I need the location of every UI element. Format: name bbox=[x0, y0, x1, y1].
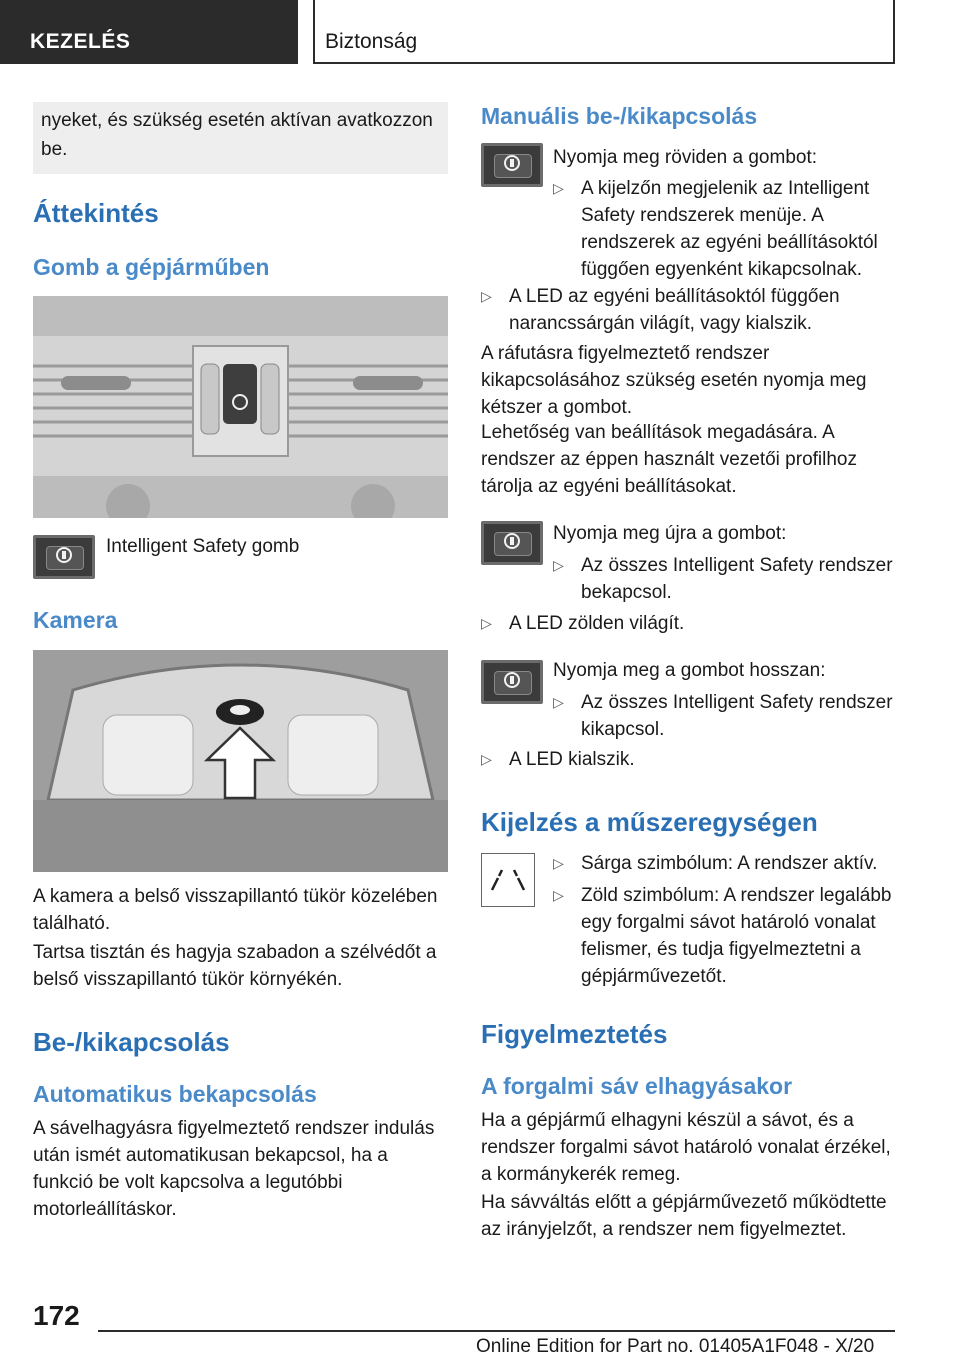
list-item: ▷ Zöld szimbólum: A rendszer legalább egy forgalmi sávot határoló vonalat felismer, és tudja figyelmeztetni a gépjárművezetőt. bbox=[553, 882, 895, 990]
triangle-bullet-icon: ▷ bbox=[553, 887, 564, 903]
triangle-bullet-icon: ▷ bbox=[553, 557, 564, 573]
leave-lane-paragraph-1: Ha a gépjármű elhagyni készül a sávot, és a rendszer forgalmi sávot határoló vonalat érzékel, a kormánykerék remeg. bbox=[481, 1110, 891, 1185]
heading-button-in-vehicle: Gomb a gépjárműben bbox=[33, 254, 270, 280]
heading-overview: Áttekintés bbox=[33, 198, 159, 228]
triangle-bullet-icon: ▷ bbox=[481, 615, 492, 631]
intelligent-safety-button-icon bbox=[33, 535, 95, 579]
heading-automatic-on: Automatikus bekapcsolás bbox=[33, 1081, 317, 1107]
list-item: ▷ Sárga szimbólum: A rendszer aktív. bbox=[553, 850, 895, 877]
triangle-bullet-icon: ▷ bbox=[481, 288, 492, 304]
note-box: nyeket, és szükség esetén aktívan avatkozzon be. bbox=[33, 102, 448, 174]
settings-paragraph: Lehetőség van beállítások megadására. A rendszer az éppen használt vezetői profilhoz tárolja az egyéni beállításokat. bbox=[481, 422, 858, 497]
lane-departure-symbol-icon bbox=[481, 853, 535, 907]
heading-leaving-lane: A forgalmi sáv elhagyásakor bbox=[481, 1073, 793, 1099]
dashboard-button-photo bbox=[33, 296, 448, 518]
camera-photo bbox=[33, 650, 448, 872]
press-again-text: Nyomja meg újra a gombot: bbox=[553, 523, 787, 544]
press-short-text: Nyomja meg röviden a gombot: bbox=[553, 147, 818, 168]
triangle-bullet-icon: ▷ bbox=[553, 180, 564, 196]
list-item: ▷ A LED zölden világít. bbox=[481, 610, 895, 637]
triangle-bullet-icon: ▷ bbox=[553, 694, 564, 710]
heading-on-off: Be-/kikapcsolás bbox=[33, 1027, 230, 1057]
intelligent-safety-button-icon-2 bbox=[481, 521, 543, 565]
leave-lane-paragraph-2: Ha sávváltás előtt a gépjárművezető működtette az irányjelzőt, a rendszer nem figyelmeztet. bbox=[481, 1192, 887, 1240]
heading-warning: Figyelmeztetés bbox=[481, 1019, 668, 1049]
heading-manual-on-off: Manuális be-/kikapcsolás bbox=[481, 103, 758, 129]
list-item: ▷ Az összes Intelligent Safety rendszer bekapcsol. bbox=[553, 552, 895, 606]
press-long-text: Nyomja meg a gombot hosszan: bbox=[553, 660, 826, 681]
footer-divider bbox=[98, 1330, 895, 1332]
chapter-tab[interactable]: KEZELÉS bbox=[0, 0, 298, 64]
list-item: ▷ Az összes Intelligent Safety rendszer kikapcsol. bbox=[553, 689, 895, 743]
camera-paragraph-2: Tartsa tisztán és hagyja szabadon a szélvédőt a belső visszapillantó tükör környékén. bbox=[33, 942, 437, 990]
page-number: 172 bbox=[33, 1300, 80, 1331]
collision-warning-paragraph: A ráfutásra figyelmeztető rendszer kikapcsolásához szükség esetén nyomja meg kétszer a gombot. bbox=[481, 343, 867, 418]
list-item: ▷ A kijelzőn megjelenik az Intelligent Safety rendszerek menüje. A rendszerek az egyéni beállításoktól függően egyenként kikapcsolnak. bbox=[553, 175, 895, 283]
intelligent-safety-button-icon-1 bbox=[481, 143, 543, 187]
heading-instrument-display: Kijelzés a műszeregységen bbox=[481, 807, 818, 837]
button-caption: Intelligent Safety gomb bbox=[106, 536, 300, 557]
intelligent-safety-button-icon-3 bbox=[481, 660, 543, 704]
list-item: ▷ A LED az egyéni beállításoktól függően narancssárgán világít, vagy kialszik. bbox=[481, 283, 895, 337]
heading-camera: Kamera bbox=[33, 607, 118, 633]
triangle-bullet-icon: ▷ bbox=[553, 855, 564, 871]
automatic-on-paragraph: A sávelhagyásra figyelmeztető rendszer indulás után ismét automatikusan bekapcsol, ha a funkció be volt kapcsolva a legutóbbi motorleállításkor. bbox=[33, 1118, 435, 1220]
triangle-bullet-icon: ▷ bbox=[481, 751, 492, 767]
list-item: ▷ A LED kialszik. bbox=[481, 746, 895, 773]
camera-paragraph-1: A kamera a belső visszapillantó tükör közelében található. bbox=[33, 886, 438, 934]
section-title: Biztonság bbox=[313, 0, 895, 64]
edition-text: Online Edition for Part no. 01405A1F048 - X/20 bbox=[476, 1336, 875, 1357]
